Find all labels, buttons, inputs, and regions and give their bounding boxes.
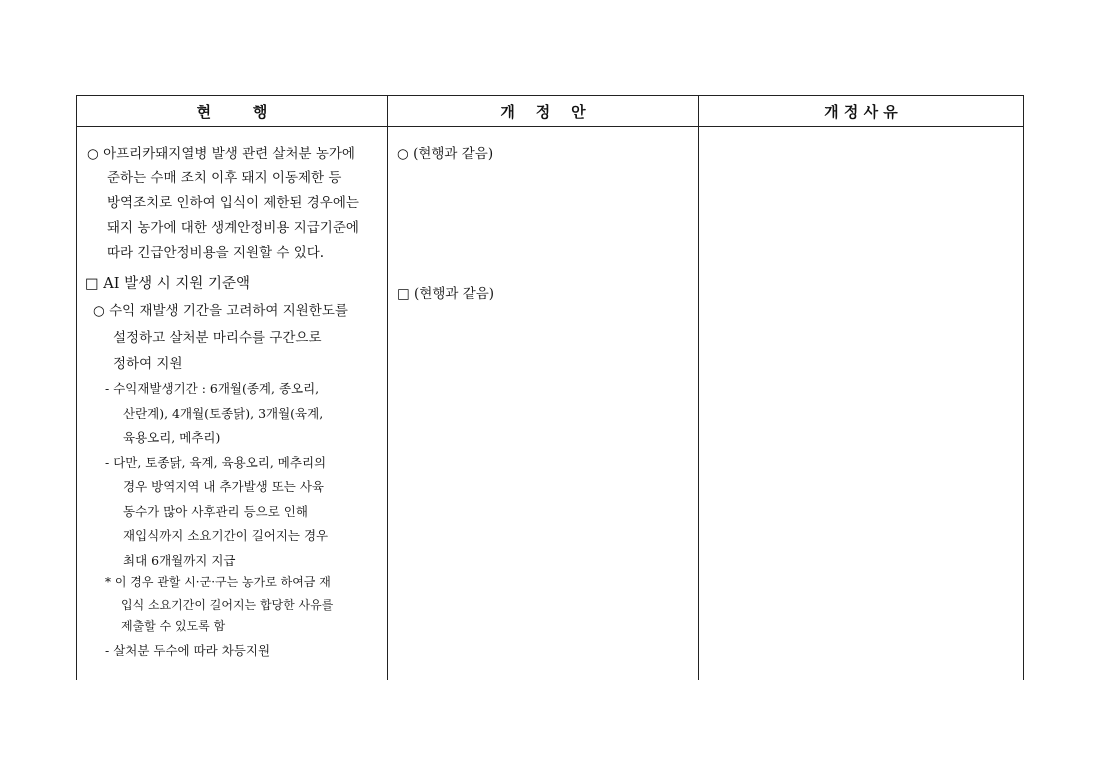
ai-criteria-line: 설정하고 살처분 마리수를 구간으로: [113, 330, 322, 346]
ai-detail-line: 경우 방역지역 내 추가발생 또는 사육: [123, 479, 324, 494]
ai-detail-line: 육용오리, 메추리): [123, 430, 221, 445]
ai-detail-line: 최대 6개월까지 지급: [123, 553, 236, 568]
ai-section-title: □ AI 발생 시 지원 기준액: [85, 276, 251, 292]
ai-criteria-line: 정하여 지원: [113, 356, 183, 372]
column-divider: [387, 96, 388, 680]
header-reason: 개 정 사 유: [824, 102, 898, 121]
ai-detail-line: 동수가 많아 사후관리 등으로 인해: [123, 504, 308, 519]
header-current: 현 행: [196, 102, 268, 121]
comparison-table: [76, 95, 1024, 680]
ai-detail-line: 산란계), 4개월(토종닭), 3개월(육계,: [123, 406, 324, 421]
ai-detail-line: - 수익재발생기간 : 6개월(종계, 종오리,: [105, 381, 320, 396]
ai-detail-line: - 살처분 두수에 따라 차등지원: [105, 643, 271, 658]
asf-paragraph-line: 방역조치로 인하여 입식이 제한된 경우에는: [107, 195, 359, 211]
asf-paragraph-line: 돼지 농가에 대한 생계안정비용 지급기준에: [107, 220, 359, 236]
asf-paragraph-line: 따라 긴급안정비용을 지원할 수 있다.: [107, 245, 325, 261]
asf-paragraph-line: 준하는 수매 조치 이후 돼지 이동제한 등: [107, 170, 342, 186]
asf-paragraph-line: ○ 아프리카돼지열병 발생 관련 살처분 농가에: [87, 146, 355, 162]
header-revised: 개 정 안: [500, 102, 586, 121]
ai-note-line: * 이 경우 관할 시·군·구는 농가로 하여금 재: [105, 575, 331, 589]
ai-detail-line: 재입식까지 소요기간이 길어지는 경우: [123, 528, 329, 543]
ai-criteria-line: ○ 수익 재발생 기간을 고려하여 지원한도를: [93, 303, 348, 319]
ai-note-line: 입식 소요기간이 길어지는 합당한 사유를: [121, 598, 334, 612]
ai-note-line: 제출할 수 있도록 함: [121, 619, 226, 633]
revised-same-as-current: ○ (현행과 같음): [397, 146, 494, 162]
revised-same-as-current: □ (현행과 같음): [397, 286, 495, 302]
column-divider: [698, 96, 699, 680]
ai-detail-line: - 다만, 토종닭, 육계, 육용오리, 메추리의: [105, 455, 327, 470]
